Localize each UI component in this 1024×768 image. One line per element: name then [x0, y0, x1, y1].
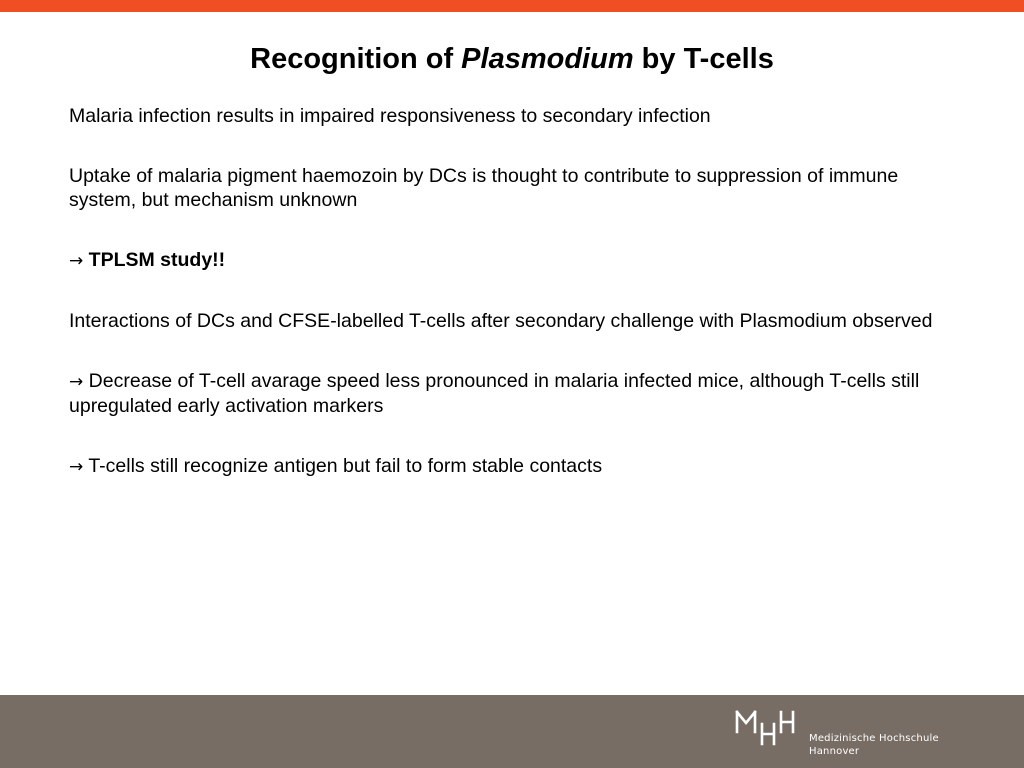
mhh-logo [735, 710, 939, 758]
title-italic: Plasmodium [461, 43, 634, 75]
paragraph-speed-decrease [69, 369, 969, 418]
right-arrow-icon: → [69, 372, 84, 392]
paragraph-interactions-observed [69, 309, 969, 333]
logo-line-2: Hannover [809, 746, 860, 757]
slide-title [0, 40, 1024, 78]
mhh-logo-icon [735, 710, 801, 746]
right-arrow-icon: → [69, 457, 84, 477]
top-accent-bar [0, 0, 1024, 12]
paragraph-haemozoin-uptake [69, 164, 969, 212]
title-suffix: by T-cells [633, 43, 774, 75]
title-prefix: Recognition of [250, 43, 462, 75]
paragraph-text: T-cells still recognize antigen but fail to form stable contacts [88, 455, 603, 477]
paragraph-text: Uptake of malaria pigment haemozoin by DCs is thought to contribute to suppression of immune system, but mechanism unknown [69, 165, 899, 211]
paragraph-tplsm-study [69, 248, 969, 273]
paragraph-impaired-responsiveness [69, 104, 969, 128]
paragraph-text: TPLSM study!! [88, 249, 226, 271]
logo-text [809, 732, 939, 758]
slide-body [69, 104, 969, 515]
paragraph-recognize-antigen [69, 454, 969, 479]
right-arrow-icon: → [69, 251, 84, 271]
paragraph-text: Malaria infection results in impaired responsiveness to secondary infection [69, 105, 711, 127]
logo-line-1: Medizinische Hochschule [809, 733, 939, 744]
paragraph-text: Interactions of DCs and CFSE-labelled T-cells after secondary challenge with Plasmodium observed [69, 310, 933, 332]
paragraph-text: Decrease of T-cell avarage speed less pronounced in malaria infected mice, although T-cells still upregulated early activation markers [69, 370, 920, 417]
